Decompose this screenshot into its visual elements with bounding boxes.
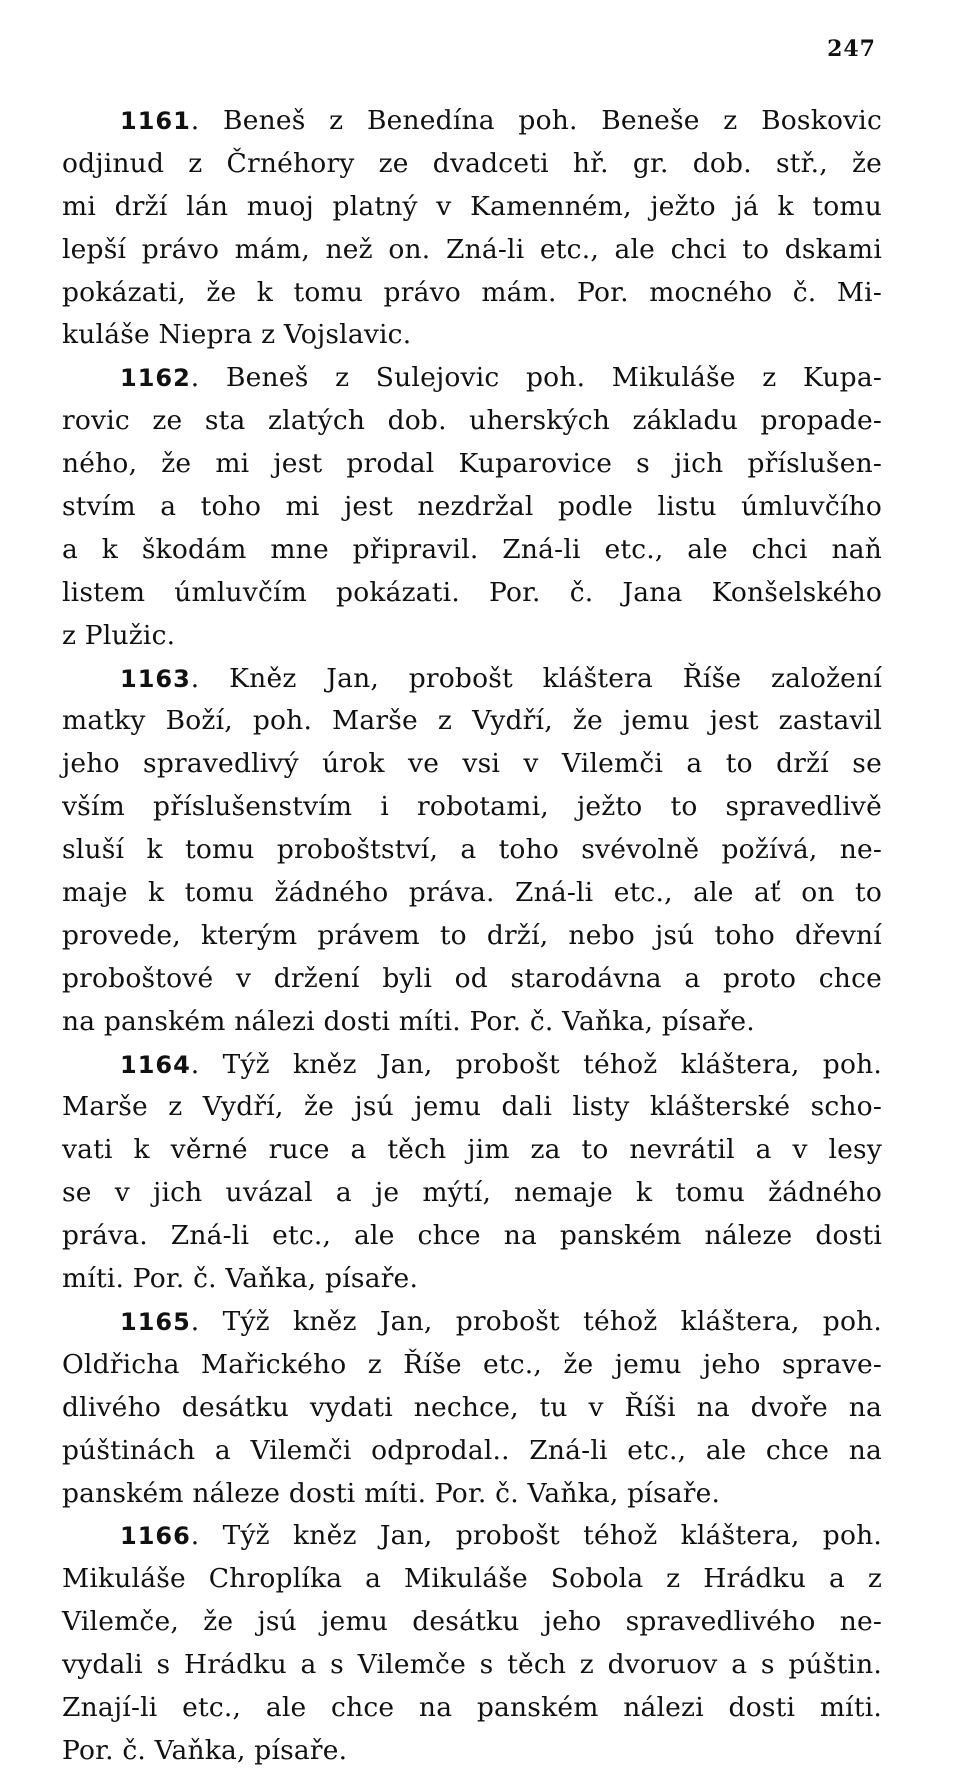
entry-line: Mikuláše Chroplíka a Mikuláše Sobola z Hrádku a z — [62, 1563, 882, 1595]
entry-line: Znají-li etc., ale chce na panském nálezi dosti míti. — [62, 1691, 882, 1723]
entry-line: listem úmluvčím pokázati. Por. č. Jana Konšelského — [62, 576, 882, 608]
entry-line — [62, 100, 882, 143]
entry-line — [62, 1515, 882, 1558]
entry-line: Por. č. Vaňka, písaře. — [62, 1734, 348, 1766]
entry-line: matky Boží, poh. Marše z Vydří, že jemu jest zastavil — [62, 705, 882, 737]
entry-line: vydali s Hrádku a s Vilemče s těch z dvoruov a s púštin. — [62, 1649, 882, 1681]
entry-line: provede, kterým právem to drží, nebo jsú toho dřevní — [62, 919, 882, 951]
line-text: . Kněz Jan, probošt kláštera Říše založení — [190, 662, 882, 694]
entry-line: vším příslušenstvím i robotami, ježto to spravedlivě — [62, 791, 882, 823]
entry-line: dlivého desátku vydati nechce, tu v Říši na dvoře na — [62, 1391, 882, 1423]
entry-number: 1164 — [120, 1050, 191, 1079]
entry-line: púštinách a Vilemči odprodal.. Zná-li etc., ale chce na — [62, 1434, 882, 1466]
entry-line — [62, 658, 882, 701]
entry-line: panském náleze dosti míti. Por. č. Vaňka, písaře. — [62, 1477, 721, 1509]
entry-line: mi drží lán muoj platný v Kamenném, ježto já k tomu — [62, 190, 882, 222]
entry-number: 1161 — [120, 107, 191, 135]
line-text: . Beneš z Sulejovic poh. Mikuláše z Kupa- — [190, 362, 882, 394]
entry-line: rovic ze sta zlatých dob. uherských základu propade- — [62, 405, 882, 437]
entry-number: 1162 — [120, 364, 191, 393]
entry-line: jeho spravedlivý úrok ve vsi v Vilemči a to drží se — [62, 748, 882, 780]
entry-1165 — [62, 1301, 882, 1515]
entry-line: kuláše Niepra z Vojslavic. — [62, 319, 412, 351]
entry-line: Marše z Vydří, že jsú jemu dali listy klášterské scho- — [62, 1091, 882, 1123]
entry-line: lepší právo mám, než on. Zná-li etc., ale chci to dskami — [62, 233, 882, 265]
line-text: . Týž kněz Jan, probošt téhož kláštera, poh. — [190, 1305, 882, 1337]
entry-1161 — [62, 100, 882, 357]
line-text: . Týž kněz Jan, probošt téhož kláštera, poh. — [190, 1520, 882, 1552]
page-number: 247 — [827, 36, 876, 62]
line-text: . Týž kněz Jan, probošt téhož kláštera, poh. — [190, 1048, 882, 1080]
entry-1166 — [62, 1515, 882, 1772]
line-text: . Beneš z Benedína poh. Beneše z Boskovic — [190, 105, 882, 136]
entry-1162 — [62, 357, 882, 657]
entry-1163 — [62, 658, 882, 1044]
entry-line — [62, 1301, 882, 1344]
entry-line: a k škodám mne připravil. Zná-li etc., ale chci naň — [62, 533, 882, 565]
entry-line: stvím a toho mi jest nezdržal podle listu úmluvčího — [62, 491, 882, 523]
entry-line: sluší k tomu proboštství, a toho svévolně požívá, ne- — [62, 834, 882, 866]
entry-line: proboštové v držení byli od starodávna a proto chce — [62, 962, 882, 994]
entry-line: Vilemče, že jsú jemu desátku jeho spravedlivého ne- — [62, 1606, 882, 1638]
entry-line: na panském nálezi dosti míti. Por. č. Vaňka, písaře. — [62, 1005, 755, 1037]
entry-line: pokázati, že k tomu právo mám. Por. mocného č. Mi- — [62, 276, 882, 308]
entry-line: Oldřicha Mařického z Říše etc., že jemu jeho sprave- — [62, 1348, 882, 1380]
entry-line: z Plužic. — [62, 619, 176, 651]
entry-number: 1163 — [120, 664, 191, 693]
entry-line — [62, 357, 882, 400]
entry-line: vati k věrné ruce a těch jim za to nevrátil a v lesy — [62, 1134, 882, 1166]
entry-line: se v jich uvázal a je mýtí, nemaje k tomu žádného — [62, 1177, 882, 1209]
entry-line: maje k tomu žádného práva. Zná-li etc., ale ať on to — [62, 877, 882, 909]
entry-line — [62, 1044, 882, 1087]
entry-line: odjinud z Črnéhory ze dvadceti hř. gr. dob. stř., že — [62, 147, 882, 179]
text-column — [62, 100, 882, 1773]
entry-1164 — [62, 1044, 882, 1301]
entry-number: 1165 — [120, 1307, 191, 1336]
entry-line: míti. Por. č. Vaňka, písaře. — [62, 1263, 419, 1295]
entry-line: ného, že mi jest prodal Kuparovice s jich příslušen- — [62, 448, 882, 480]
entry-line: práva. Zná-li etc., ale chce na panském náleze dosti — [62, 1220, 882, 1252]
entry-number: 1166 — [120, 1522, 191, 1551]
